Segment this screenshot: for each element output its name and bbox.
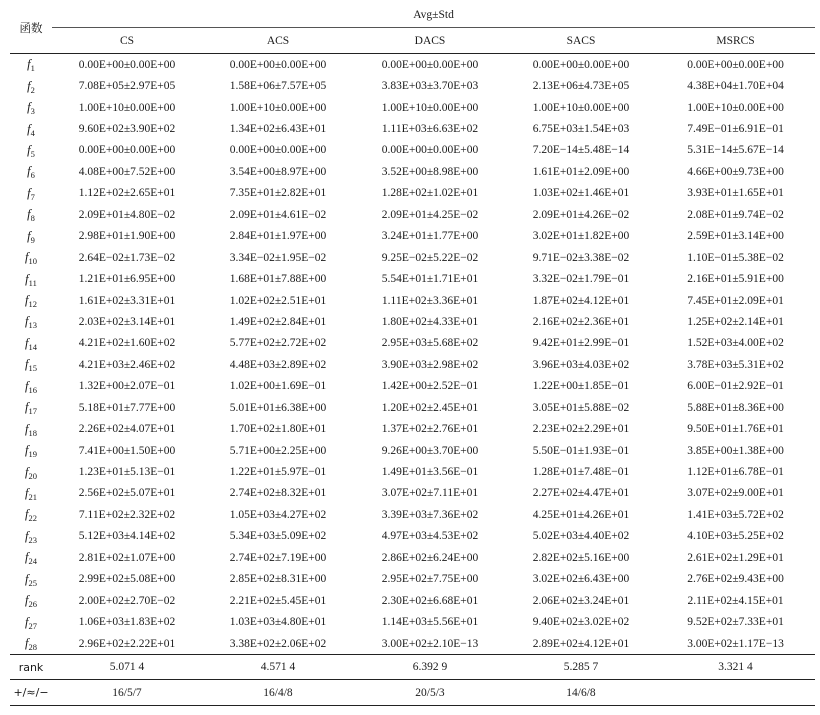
result-cell-cs: 0.00E+00±0.00E+00 [78,144,176,157]
function-index: 8 [30,213,35,224]
function-label [10,440,52,461]
result-cell-sacs: 3.32E−02±1.79E−01 [532,273,630,286]
table-row [10,75,815,96]
function-label [10,97,52,118]
result-cell-dacs: 1.49E+01±3.56E−01 [381,466,479,479]
function-index: 18 [28,427,37,438]
table-row [10,204,815,225]
function-index: 26 [28,599,37,610]
function-symbol: f [27,100,31,115]
result-cell-acs: 5.34E+03±5.09E+02 [229,530,327,543]
result-cell-sacs: 1.28E+01±7.48E−01 [532,466,630,479]
result-cell-msrcs: 3.07E+02±9.00E+01 [687,487,784,500]
function-symbol: f [25,636,29,651]
result-cell-acs: 1.34E+02±6.43E+01 [229,123,327,136]
table-row [10,590,815,611]
function-label [10,226,52,247]
function-symbol: f [25,421,29,436]
function-label [10,547,52,568]
result-cell-msrcs: 5.88E+01±8.36E+00 [687,401,784,414]
function-symbol: f [27,121,31,136]
result-cell-acs: 5.77E+02±2.72E+02 [229,337,327,350]
function-index: 15 [28,363,37,374]
result-cell-msrcs: 2.61E+02±1.29E+01 [687,551,784,564]
result-cell-acs: 3.34E−02±1.95E−02 [229,251,327,264]
table-row [10,311,815,332]
result-cell-sacs: 2.89E+02±4.12E+01 [532,637,630,650]
result-cell-dacs: 3.83E+03±3.70E+03 [381,80,479,93]
result-cell-cs: 4.08E+00±7.52E+00 [78,165,176,178]
table-row [10,97,815,118]
function-index: 2 [30,84,35,95]
rank-value: 3.321 4 [656,655,815,680]
result-cell-dacs: 2.30E+02±6.68E+01 [381,594,479,607]
function-index: 4 [30,127,35,138]
function-label [10,569,52,590]
result-cell-acs: 5.71E+00±2.25E+00 [229,444,327,457]
result-cell-cs: 2.26E+02±4.07E+01 [78,423,176,436]
function-symbol: f [27,78,31,93]
function-symbol: f [25,550,29,565]
result-cell-msrcs: 6.00E−01±2.92E−01 [687,380,784,393]
result-cell-msrcs: 1.12E+01±6.78E−01 [687,466,784,479]
result-cell-dacs: 3.07E+02±7.11E+01 [381,487,479,500]
function-symbol: f [25,335,29,350]
table-row [10,226,815,247]
result-cell-dacs: 2.09E+01±4.25E−02 [381,208,479,221]
result-cell-acs: 3.54E+00±8.97E+00 [229,165,327,178]
result-cell-cs: 2.81E+02±1.07E+00 [78,551,176,564]
result-cell-msrcs: 2.16E+01±5.91E+00 [687,273,784,286]
result-cell-sacs: 3.02E+02±6.43E+00 [532,573,630,586]
result-cell-cs: 1.21E+01±6.95E+00 [78,273,176,286]
result-cell-msrcs: 1.25E+02±2.14E+01 [687,315,784,328]
result-cell-dacs: 5.54E+01±1.71E+01 [381,273,479,286]
function-index: 14 [28,341,37,352]
function-label [10,461,52,482]
function-index: 17 [28,406,37,417]
result-cell-acs: 5.01E+01±6.38E+00 [229,401,327,414]
result-cell-sacs: 2.23E+02±2.29E+01 [532,423,630,436]
function-index: 7 [30,191,35,202]
result-cell-acs: 1.03E+03±4.80E+01 [229,616,327,629]
result-cell-cs: 2.09E+01±4.80E−02 [78,208,176,221]
function-symbol: f [25,250,29,265]
result-cell-sacs: 9.40E+02±3.02E+02 [532,616,630,629]
function-index: 13 [28,320,37,331]
function-label [10,526,52,547]
result-cell-cs: 2.56E+02±5.07E+01 [78,487,176,500]
function-index: 27 [28,620,37,631]
function-index: 6 [30,170,35,181]
result-cell-dacs: 2.86E+02±6.24E+00 [381,551,479,564]
function-index: 25 [28,577,37,588]
function-label [10,418,52,439]
function-symbol: f [25,464,29,479]
result-cell-sacs: 2.16E+02±2.36E+01 [532,315,630,328]
result-cell-dacs: 3.52E+00±8.98E+00 [381,165,479,178]
function-index: 3 [30,106,35,117]
function-index: 22 [28,513,37,524]
result-cell-msrcs: 9.52E+02±7.33E+01 [687,616,784,629]
table-row [10,140,815,161]
result-cell-cs: 1.32E+00±2.07E−01 [78,380,176,393]
function-label [10,611,52,632]
function-symbol: f [25,271,29,286]
result-cell-acs: 2.85E+02±8.31E+00 [229,573,327,586]
function-symbol: f [27,142,31,157]
function-index: 20 [28,470,37,481]
result-cell-acs: 1.49E+02±2.84E+01 [229,315,327,328]
result-cell-acs: 0.00E+00±0.00E+00 [229,58,327,71]
function-symbol: f [25,528,29,543]
function-label [10,354,52,375]
function-label [10,204,52,225]
function-label [10,333,52,354]
function-index: 5 [30,148,35,159]
function-symbol: f [25,400,29,415]
result-cell-cs: 1.23E+01±5.13E−01 [78,466,176,479]
results-table [10,3,815,706]
result-cell-acs: 2.84E+01±1.97E+00 [229,230,327,243]
result-cell-sacs: 2.13E+06±4.73E+05 [532,80,630,93]
result-cell-msrcs: 1.41E+03±5.72E+02 [687,508,784,521]
result-cell-sacs: 5.50E−01±1.93E−01 [532,444,630,457]
function-symbol: f [25,571,29,586]
result-cell-sacs: 7.20E−14±5.48E−14 [532,144,630,157]
result-cell-msrcs: 2.76E+02±9.43E+00 [687,573,784,586]
result-cell-dacs: 1.37E+02±2.76E+01 [381,423,479,436]
function-label [10,397,52,418]
result-cell-msrcs: 2.59E+01±3.14E+00 [687,230,784,243]
table-row [10,333,815,354]
plus-approx-minus-value: 16/4/8 [202,680,354,706]
function-label [10,483,52,504]
result-cell-cs: 1.00E+10±0.00E+00 [78,101,176,114]
result-cell-sacs: 3.96E+03±4.03E+02 [532,358,630,371]
function-index: 28 [28,642,37,653]
result-cell-dacs: 1.28E+02±1.02E+01 [381,187,479,200]
result-cell-dacs: 0.00E+00±0.00E+00 [381,144,479,157]
rank-value: 5.071 4 [52,655,202,680]
result-cell-cs: 2.96E+02±2.22E+01 [78,637,176,650]
plus-approx-minus-label: +/≈/− [10,680,52,706]
result-cell-sacs: 9.71E−02±3.38E−02 [532,251,630,264]
function-index: 21 [28,491,37,502]
function-symbol: f [25,593,29,608]
result-cell-cs: 2.00E+02±2.70E−02 [78,594,176,607]
function-label [10,118,52,139]
result-cell-cs: 5.18E+01±7.77E+00 [78,401,176,414]
result-cell-cs: 2.64E−02±1.73E−02 [78,251,176,264]
function-symbol: f [25,485,29,500]
result-cell-dacs: 3.24E+01±1.77E+00 [381,230,479,243]
plus-approx-minus-value [656,680,815,706]
result-cell-cs: 2.98E+01±1.90E+00 [78,230,176,243]
plus-approx-minus-value: 14/6/8 [506,680,656,706]
result-cell-acs: 4.48E+03±2.89E+02 [229,358,327,371]
function-label [10,247,52,268]
function-label [10,54,52,76]
result-cell-msrcs: 3.00E+02±1.17E−13 [687,637,784,650]
result-cell-sacs: 2.82E+02±5.16E+00 [532,551,630,564]
function-symbol: f [25,443,29,458]
result-cell-msrcs: 1.10E−01±5.38E−02 [687,251,784,264]
table-row [10,547,815,568]
function-symbol: f [25,293,29,308]
result-cell-msrcs: 3.85E+00±1.38E+00 [687,444,784,457]
function-index: 1 [30,63,35,74]
table-row [10,247,815,268]
function-label [10,75,52,96]
result-cell-cs: 4.21E+03±2.46E+02 [78,358,176,371]
result-cell-msrcs: 4.66E+00±9.73E+00 [687,165,784,178]
results-body [10,54,815,655]
function-symbol: f [27,57,31,72]
plus-approx-minus-value: 16/5/7 [52,680,202,706]
function-symbol: f [25,357,29,372]
result-cell-acs: 2.74E+02±7.19E+00 [229,551,327,564]
algorithm-header-sacs: SACS [506,28,656,54]
table-row [10,633,815,655]
result-cell-acs: 1.02E+02±2.51E+01 [229,294,327,307]
result-cell-acs: 2.21E+02±5.45E+01 [229,594,327,607]
table-row [10,483,815,504]
result-cell-dacs: 3.00E+02±2.10E−13 [381,637,479,650]
table-row [10,183,815,204]
rank-label: rank [10,655,52,680]
function-index: 9 [30,234,35,245]
result-cell-msrcs: 7.45E+01±2.09E+01 [687,294,784,307]
result-cell-msrcs: 3.93E+01±1.65E+01 [687,187,784,200]
result-cell-msrcs: 4.10E+03±5.25E+02 [687,530,784,543]
plus-approx-minus-value: 20/5/3 [354,680,506,706]
result-cell-dacs: 1.80E+02±4.33E+01 [381,315,479,328]
result-cell-msrcs: 5.31E−14±5.67E−14 [687,144,784,157]
result-cell-sacs: 3.05E+01±5.88E−02 [532,401,630,414]
table-row [10,118,815,139]
result-cell-cs: 4.21E+02±1.60E+02 [78,337,176,350]
function-symbol: f [27,228,31,243]
algorithm-header-acs: ACS [202,28,354,54]
function-label [10,590,52,611]
result-cell-msrcs: 0.00E+00±0.00E+00 [687,58,784,71]
result-cell-dacs: 1.00E+10±0.00E+00 [381,101,479,114]
table-row [10,397,815,418]
result-cell-cs: 5.12E+03±4.14E+02 [78,530,176,543]
function-symbol: f [25,314,29,329]
table-row [10,376,815,397]
function-label [10,161,52,182]
table-row [10,268,815,289]
result-cell-cs: 7.41E+00±1.50E+00 [78,444,176,457]
result-cell-sacs: 1.87E+02±4.12E+01 [532,294,630,307]
result-cell-dacs: 1.14E+03±5.56E+01 [381,616,479,629]
result-cell-acs: 1.05E+03±4.27E+02 [229,508,327,521]
result-cell-dacs: 1.11E+02±3.36E+01 [381,294,479,307]
result-cell-cs: 1.12E+02±2.65E+01 [78,187,176,200]
result-cell-dacs: 2.95E+03±5.68E+02 [381,337,479,350]
function-symbol: f [27,164,31,179]
result-cell-dacs: 9.25E−02±5.22E−02 [381,251,479,264]
result-cell-sacs: 3.02E+01±1.82E+00 [532,230,630,243]
result-cell-sacs: 4.25E+01±4.26E+01 [532,508,630,521]
function-symbol: f [25,614,29,629]
result-cell-sacs: 1.03E+02±1.46E+01 [532,187,630,200]
result-cell-msrcs: 4.38E+04±1.70E+04 [687,80,784,93]
function-index: 23 [28,534,37,545]
result-cell-acs: 2.74E+02±8.32E+01 [229,487,327,500]
result-cell-msrcs: 1.52E+03±4.00E+02 [687,337,784,350]
avg-std-group-header: Avg±Std [52,3,815,28]
table-row [10,161,815,182]
function-label [10,140,52,161]
algorithm-header-msrcs: MSRCS [656,28,815,54]
result-cell-dacs: 3.90E+03±2.98E+02 [381,358,479,371]
function-label [10,183,52,204]
table-row [10,418,815,439]
result-cell-acs: 1.70E+02±1.80E+01 [229,423,327,436]
result-cell-sacs: 0.00E+00±0.00E+00 [532,58,630,71]
result-cell-sacs: 1.61E+01±2.09E+00 [532,165,630,178]
result-cell-sacs: 1.22E+00±1.85E−01 [532,380,630,393]
result-cell-cs: 7.08E+05±2.97E+05 [78,80,176,93]
result-cell-acs: 1.58E+06±7.57E+05 [229,80,327,93]
result-cell-acs: 7.35E+01±2.82E+01 [229,187,327,200]
result-cell-dacs: 2.95E+02±7.75E+00 [381,573,479,586]
function-label [10,633,52,655]
result-cell-sacs: 2.09E+01±4.26E−02 [532,208,630,221]
result-cell-msrcs: 3.78E+03±5.31E+02 [687,358,784,371]
result-cell-dacs: 1.42E+00±2.52E−01 [381,380,479,393]
table-row [10,569,815,590]
function-index: 19 [28,449,37,460]
result-cell-dacs: 1.11E+03±6.63E+02 [381,123,479,136]
function-label [10,504,52,525]
function-index: 10 [28,256,37,267]
function-index: 24 [28,556,37,567]
result-cell-acs: 1.00E+10±0.00E+00 [229,101,327,114]
table-row [10,611,815,632]
result-cell-acs: 1.68E+01±7.88E+00 [229,273,327,286]
result-cell-dacs: 9.26E+00±3.70E+00 [381,444,479,457]
result-cell-acs: 2.09E+01±4.61E−02 [229,208,327,221]
function-index: 11 [28,277,37,288]
result-cell-msrcs: 2.11E+02±4.15E+01 [687,594,784,607]
result-cell-cs: 9.60E+02±3.90E+02 [78,123,176,136]
function-label [10,376,52,397]
function-label [10,268,52,289]
function-index: 12 [28,299,37,310]
table-row [10,440,815,461]
result-cell-cs: 1.61E+02±3.31E+01 [78,294,176,307]
algorithm-header-dacs: DACS [354,28,506,54]
result-cell-sacs: 2.27E+02±4.47E+01 [532,487,630,500]
algorithm-header-cs: CS [52,28,202,54]
table-row [10,354,815,375]
table-row [10,54,815,76]
result-cell-sacs: 5.02E+03±4.40E+02 [532,530,630,543]
function-symbol: f [27,185,31,200]
function-symbol: f [25,507,29,522]
rank-value: 6.392 9 [354,655,506,680]
function-column-header: 函数 [10,3,52,54]
result-cell-dacs: 0.00E+00±0.00E+00 [381,58,479,71]
result-cell-cs: 1.06E+03±1.83E+02 [78,616,176,629]
result-cell-msrcs: 7.49E−01±6.91E−01 [687,123,784,136]
function-label [10,311,52,332]
result-cell-cs: 7.11E+02±2.32E+02 [78,508,176,521]
function-symbol: f [27,207,31,222]
result-cell-dacs: 4.97E+03±4.53E+02 [381,530,479,543]
rank-row [10,655,815,680]
result-cell-sacs: 6.75E+03±1.54E+03 [532,123,630,136]
result-cell-acs: 3.38E+02±2.06E+02 [229,637,327,650]
table-row [10,290,815,311]
result-cell-dacs: 1.20E+02±2.45E+01 [381,401,479,414]
result-cell-msrcs: 9.50E+01±1.76E+01 [687,423,784,436]
result-cell-sacs: 2.06E+02±3.24E+01 [532,594,630,607]
result-cell-sacs: 9.42E+01±2.99E−01 [532,337,630,350]
result-cell-sacs: 1.00E+10±0.00E+00 [532,101,630,114]
function-label [10,290,52,311]
table-row [10,461,815,482]
table-row [10,526,815,547]
rank-value: 4.571 4 [202,655,354,680]
plus-approx-minus-row [10,680,815,706]
result-cell-msrcs: 2.08E+01±9.74E−02 [687,208,784,221]
table-row [10,504,815,525]
result-cell-acs: 0.00E+00±0.00E+00 [229,144,327,157]
function-symbol: f [25,378,29,393]
result-cell-dacs: 3.39E+03±7.36E+02 [381,508,479,521]
result-cell-cs: 2.03E+02±3.14E+01 [78,315,176,328]
function-index: 16 [28,384,37,395]
rank-value: 5.285 7 [506,655,656,680]
result-cell-acs: 1.22E+01±5.97E−01 [229,466,327,479]
result-cell-cs: 0.00E+00±0.00E+00 [78,58,176,71]
result-cell-msrcs: 1.00E+10±0.00E+00 [687,101,784,114]
result-cell-cs: 2.99E+02±5.08E+00 [78,573,176,586]
result-cell-acs: 1.02E+00±1.69E−01 [229,380,327,393]
